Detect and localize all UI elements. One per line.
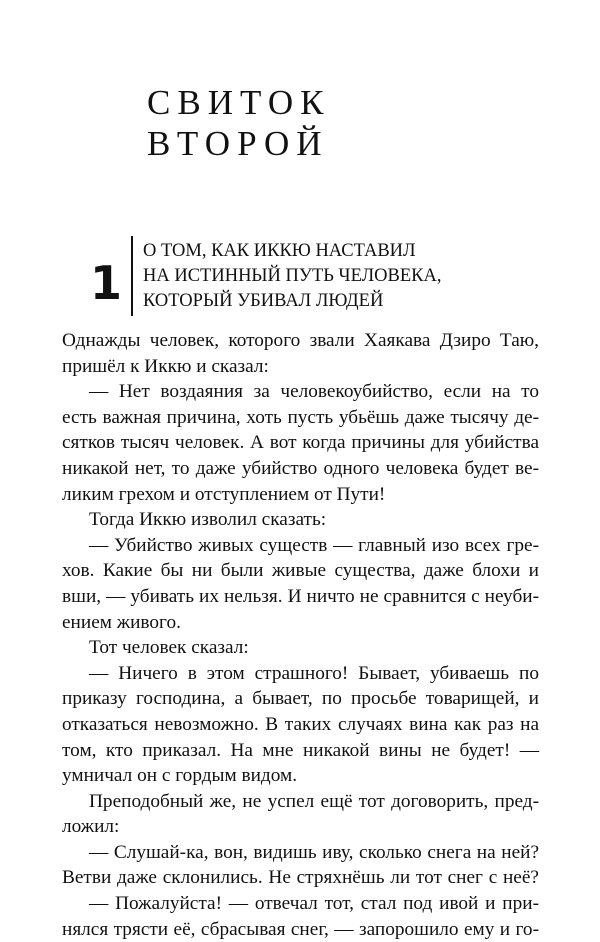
text-line: пришёл к Иккю и сказал: bbox=[62, 355, 269, 377]
text-line: том, кто приказал. На мне никакой вины не будет! — bbox=[62, 739, 539, 761]
text-line: Тогда Иккю изволил сказать: bbox=[89, 509, 327, 531]
part-title-line: СВИТОК bbox=[147, 83, 331, 122]
chapter-number: 1 bbox=[90, 256, 123, 310]
chapter-heading-line: НА ИСТИННЫЙ ПУТЬ ЧЕЛОВЕКА, bbox=[143, 266, 442, 286]
text-line: — Пожалуйста! — отвечал тот, стал под ивой и при- bbox=[89, 893, 539, 915]
text-line: ликим грехом и отступлением от Пути! bbox=[62, 483, 386, 505]
text-line: сятков тысяч человек. А вот когда причины для убийства bbox=[62, 432, 539, 454]
text-line: Однажды человек, которого звали Хаякава Дзиро Таю, bbox=[62, 330, 539, 351]
text-line: ложил: bbox=[62, 816, 120, 838]
text-line: умничал он с гордым видом. bbox=[62, 765, 298, 787]
text-line: — Ничего в этом страшного! Бывает, убиваешь по bbox=[89, 662, 539, 684]
text-line: ением живого. bbox=[62, 611, 181, 633]
part-title-line: ВТОРОЙ bbox=[147, 124, 329, 163]
part-title bbox=[147, 82, 331, 164]
chapter-divider bbox=[131, 236, 133, 316]
text-line: — Убийство живых существ — главный изо всех гре- bbox=[89, 534, 539, 556]
text-line: Ветви даже склонились. Не стряхнёшь ли тот снег с неё? bbox=[62, 867, 539, 889]
text-line: есть важная причина, хоть пусть убьёшь даже тысячу де- bbox=[62, 406, 539, 428]
body-text bbox=[62, 328, 539, 942]
chapter-heading-line: КОТОРЫЙ УБИВАЛ ЛЮДЕЙ bbox=[143, 291, 384, 311]
text-line: — Слушай-ка, вон, видишь иву, сколько снега на ней? bbox=[89, 841, 539, 863]
text-line: нялся трясти её, сбрасывая снег, — запорошило ему и го- bbox=[62, 918, 539, 940]
text-line: хов. Какие бы ни были живые существа, даже блохи и bbox=[62, 560, 539, 582]
chapter-heading bbox=[143, 239, 442, 314]
text-line: — Нет воздаяния за человекоубийство, если на то bbox=[89, 381, 539, 403]
text-line: никакой нет, то даже убийство одного человека будет ве- bbox=[62, 457, 539, 479]
text-line: Преподобный же, не успел ещё тот договорить, пред- bbox=[89, 790, 539, 812]
text-line: отказаться невозможно. В таких случаях вина как раз на bbox=[62, 713, 539, 735]
text-line: Тот человек сказал: bbox=[89, 637, 249, 659]
text-line: приказу господина, а бывает, по просьбе товарищей, и bbox=[62, 688, 539, 710]
chapter-heading-line: О ТОМ, КАК ИККЮ НАСТАВИЛ bbox=[143, 241, 416, 261]
text-line: вши, — убивать их нельзя. И ничто не сравнится с неуби- bbox=[62, 585, 539, 607]
